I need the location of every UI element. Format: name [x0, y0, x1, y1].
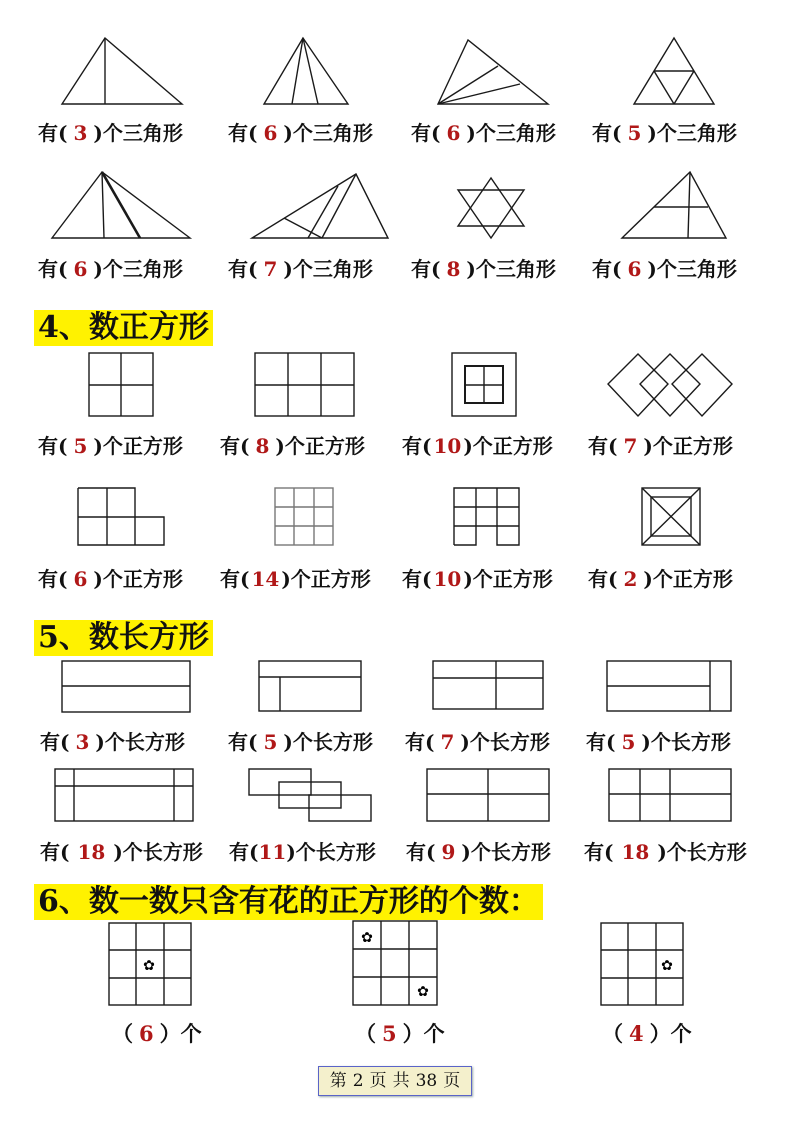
rectangle-caption-2: [228, 726, 373, 755]
footer-text: 页: [443, 1071, 461, 1091]
caption-suffix: )个正方形: [643, 434, 733, 458]
caption-prefix: 有(: [229, 840, 259, 864]
caption-prefix: 有(: [588, 434, 618, 458]
flower-icon: ✿: [661, 958, 673, 974]
section-6-heading: 6、数一数只含有花的正方形的个数：: [34, 884, 543, 920]
caption-suffix: )个三角形: [647, 121, 737, 145]
triangle-figure-1: [60, 36, 185, 106]
caption-suffix: )个长方形: [461, 840, 551, 864]
triangle-caption-4: [592, 117, 737, 146]
caption-suffix: )个正方形: [93, 434, 183, 458]
square-caption-2: [220, 430, 365, 459]
caption-suffix: )个长方形: [95, 730, 185, 754]
caption-suffix: )个正方形: [281, 567, 371, 591]
triangle-figure-4: [632, 36, 716, 106]
answer-value: 5: [73, 434, 88, 458]
caption-prefix: 有(: [220, 567, 250, 591]
square-figure-1: [88, 352, 156, 418]
rectangle-figure-5: [54, 768, 196, 824]
rectangle-caption-1: [40, 726, 185, 755]
square-caption-6: [220, 563, 371, 592]
square-caption-7: [402, 563, 553, 592]
caption-prefix: 有(: [402, 567, 432, 591]
caption-prefix: 有(: [38, 434, 68, 458]
caption-prefix: （: [112, 1021, 133, 1046]
footer-text: 页: [369, 1071, 387, 1091]
caption-suffix: ）个: [402, 1021, 445, 1046]
rectangle-figure-1: [61, 660, 193, 714]
square-figure-4: [606, 350, 736, 422]
caption-suffix: )个长方形: [113, 840, 203, 864]
caption-suffix: )个正方形: [93, 567, 183, 591]
answer-value: 7: [440, 730, 455, 754]
square-figure-8: [641, 487, 703, 549]
answer-value: 6: [73, 257, 88, 281]
flower-icon: ✿: [417, 984, 429, 1000]
caption-prefix: 有(: [405, 730, 435, 754]
answer-value: 9: [441, 840, 456, 864]
rectangle-figure-4: [606, 660, 734, 714]
caption-suffix: )个正方形: [275, 434, 365, 458]
rectangle-figure-3: [432, 660, 546, 712]
triangle-caption-5: [38, 253, 183, 282]
square-caption-5: [38, 563, 183, 592]
triangle-figure-6: [250, 172, 390, 240]
answer-value: 3: [73, 121, 88, 145]
section-4-heading: 4、数正方形: [34, 310, 213, 346]
footer-text: 共: [392, 1071, 410, 1091]
square-caption-4: [588, 430, 733, 459]
answer-value: 11: [258, 840, 287, 864]
caption-suffix: )个三角形: [647, 257, 737, 281]
caption-prefix: 有(: [40, 730, 70, 754]
caption-suffix: ）个: [649, 1021, 692, 1046]
flower-icon: ✿: [143, 958, 155, 974]
answer-value: 8: [255, 434, 270, 458]
total-page-count: 38: [415, 1071, 438, 1091]
rectangle-caption-6: [229, 836, 376, 865]
caption-suffix: )个三角形: [283, 121, 373, 145]
caption-suffix: )个长方形: [657, 840, 747, 864]
triangle-caption-2: [228, 117, 373, 146]
triangle-caption-3: [411, 117, 556, 146]
rectangle-caption-8: [584, 836, 747, 865]
triangle-figure-5: [50, 170, 192, 240]
answer-value: 6: [139, 1021, 154, 1046]
caption-prefix: 有(: [38, 257, 68, 281]
answer-value: 2: [623, 567, 638, 591]
answer-value: 7: [263, 257, 278, 281]
caption-suffix: )个三角形: [466, 257, 556, 281]
flower-grid-1: [108, 922, 194, 1008]
caption-prefix: 有(: [40, 840, 70, 864]
caption-suffix: )个三角形: [93, 121, 183, 145]
triangle-figure-2: [262, 36, 352, 106]
caption-suffix: )个长方形: [460, 730, 550, 754]
rectangle-caption-3: [405, 726, 550, 755]
rectangle-figure-8: [608, 768, 734, 824]
caption-prefix: （: [355, 1021, 376, 1046]
square-figure-2: [254, 352, 356, 418]
caption-suffix: )个长方形: [286, 840, 376, 864]
caption-suffix: )个正方形: [463, 434, 553, 458]
flower-icon: ✿: [361, 930, 373, 946]
flower-grid-2: [352, 920, 440, 1008]
answer-value: 6: [263, 121, 278, 145]
answer-value: 4: [629, 1021, 644, 1046]
answer-value: 10: [433, 434, 462, 458]
triangle-caption-6: [228, 253, 373, 282]
rectangle-caption-7: [406, 836, 551, 865]
square-figure-7: [453, 487, 523, 547]
answer-value: 5: [627, 121, 642, 145]
flower-caption-3: [602, 1018, 692, 1048]
section-5-heading: 5、数长方形: [34, 620, 213, 656]
rectangle-figure-7: [426, 768, 552, 824]
caption-prefix: 有(: [228, 257, 258, 281]
caption-prefix: 有(: [406, 840, 436, 864]
answer-value: 18: [621, 840, 650, 864]
page-number-footer: [318, 1066, 472, 1096]
square-figure-6: [274, 487, 336, 547]
answer-value: 10: [433, 567, 462, 591]
caption-prefix: 有(: [584, 840, 614, 864]
triangle-figure-7: [456, 176, 526, 240]
answer-value: 5: [621, 730, 636, 754]
caption-prefix: 有(: [592, 257, 622, 281]
caption-prefix: （: [602, 1021, 623, 1046]
triangle-figure-8: [620, 170, 728, 240]
rectangle-caption-5: [40, 836, 203, 865]
flower-caption-1: [112, 1018, 202, 1048]
caption-prefix: 有(: [411, 257, 441, 281]
triangle-caption-8: [592, 253, 737, 282]
triangle-figure-3: [436, 38, 552, 106]
triangle-caption-7: [411, 253, 556, 282]
rectangle-caption-4: [586, 726, 731, 755]
caption-prefix: 有(: [592, 121, 622, 145]
caption-suffix: )个长方形: [641, 730, 731, 754]
caption-suffix: )个正方形: [463, 567, 553, 591]
rectangle-figure-2: [258, 660, 364, 714]
answer-value: 3: [75, 730, 90, 754]
answer-value: 6: [446, 121, 461, 145]
answer-value: 8: [446, 257, 461, 281]
caption-prefix: 有(: [38, 567, 68, 591]
caption-suffix: )个三角形: [466, 121, 556, 145]
rectangle-figure-6: [248, 768, 374, 824]
caption-prefix: 有(: [228, 121, 258, 145]
current-page-number: 2: [352, 1071, 364, 1091]
answer-value: 5: [382, 1021, 397, 1046]
answer-value: 6: [627, 257, 642, 281]
answer-value: 5: [263, 730, 278, 754]
caption-suffix: )个长方形: [283, 730, 373, 754]
answer-value: 14: [251, 567, 280, 591]
caption-suffix: )个三角形: [93, 257, 183, 281]
caption-prefix: 有(: [588, 567, 618, 591]
square-caption-8: [588, 563, 733, 592]
answer-value: 7: [623, 434, 638, 458]
caption-suffix: ）个: [159, 1021, 202, 1046]
footer-text: 第: [329, 1071, 347, 1091]
caption-prefix: 有(: [402, 434, 432, 458]
caption-prefix: 有(: [228, 730, 258, 754]
answer-value: 6: [73, 567, 88, 591]
triangle-caption-1: [38, 117, 183, 146]
square-figure-3: [451, 352, 519, 418]
caption-suffix: )个三角形: [283, 257, 373, 281]
flower-caption-2: [355, 1018, 445, 1048]
flower-grid-3: [600, 922, 686, 1008]
square-caption-1: [38, 430, 183, 459]
caption-prefix: 有(: [220, 434, 250, 458]
square-caption-3: [402, 430, 553, 459]
caption-prefix: 有(: [38, 121, 68, 145]
caption-suffix: )个正方形: [643, 567, 733, 591]
square-figure-5: [77, 487, 167, 547]
answer-value: 18: [77, 840, 106, 864]
caption-prefix: 有(: [411, 121, 441, 145]
caption-prefix: 有(: [586, 730, 616, 754]
